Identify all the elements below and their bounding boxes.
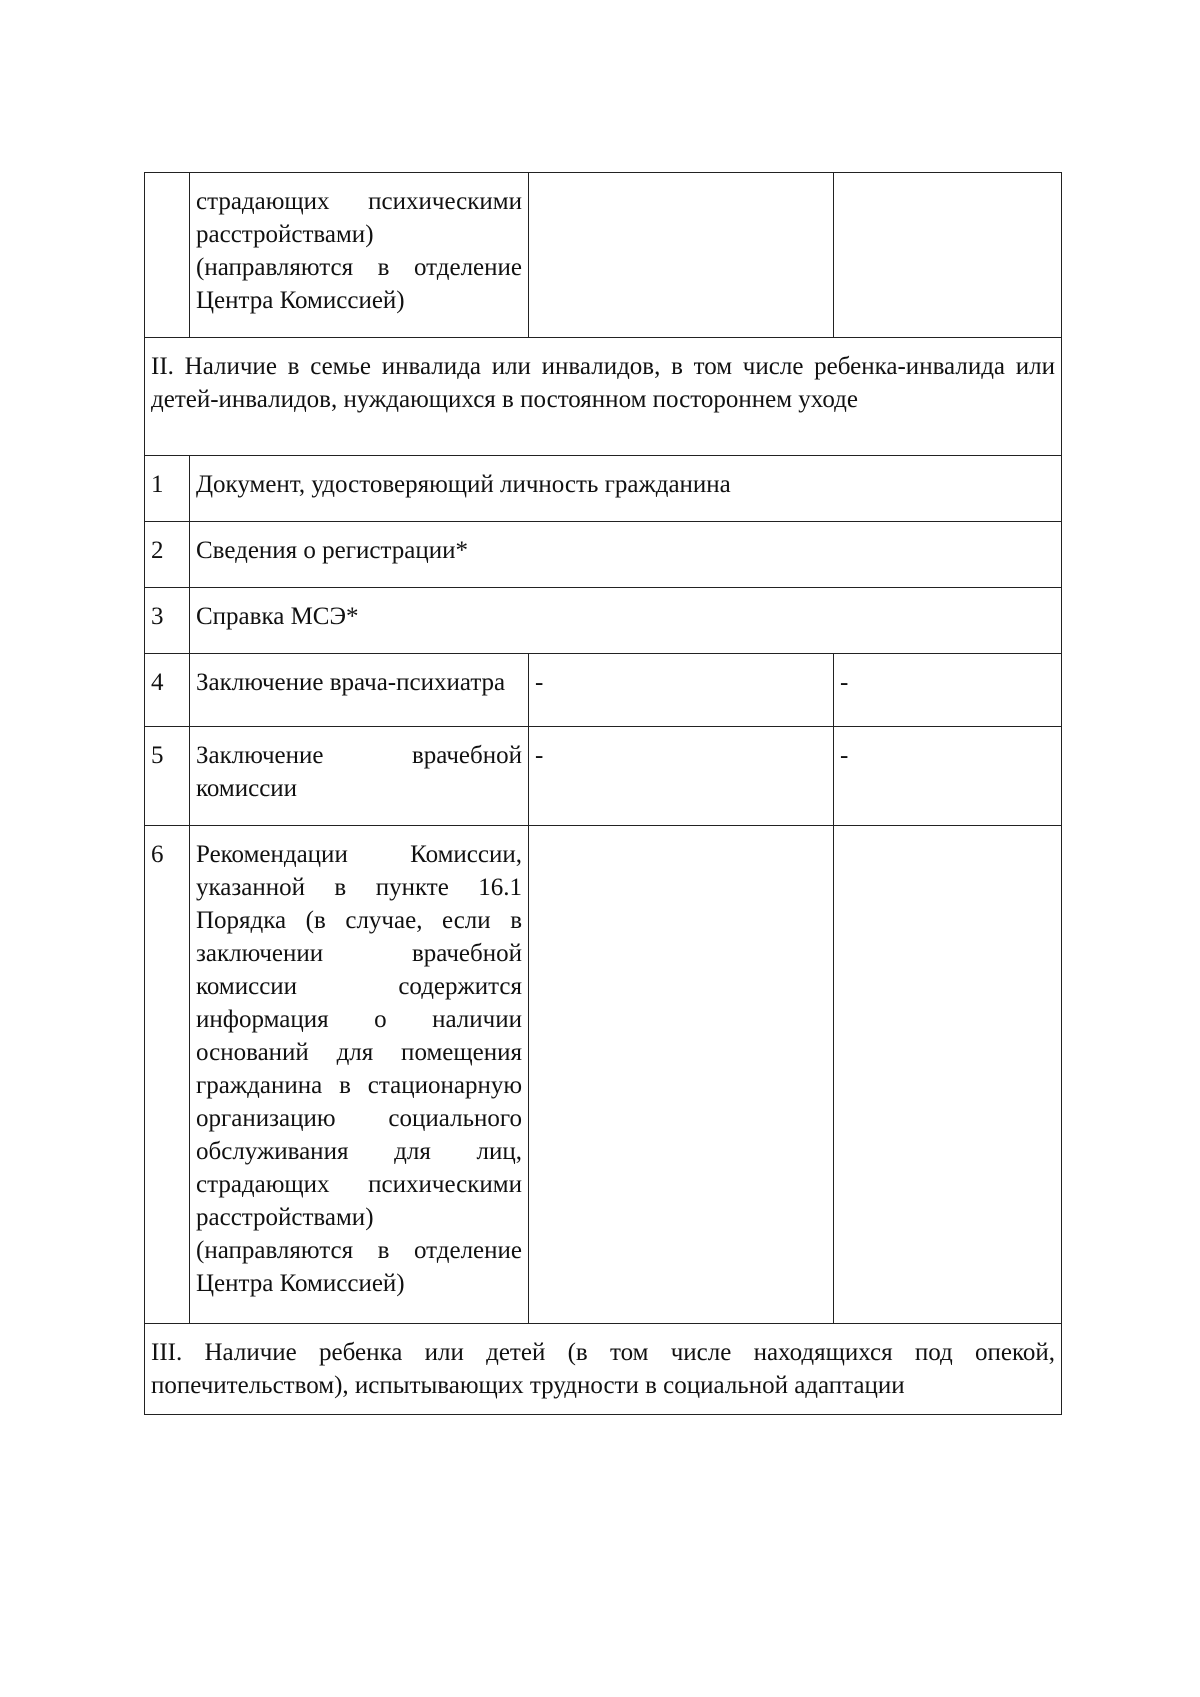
column-3-cell: - — [529, 654, 834, 727]
column-3-cell — [529, 173, 834, 338]
row-number-cell: 3 — [145, 588, 190, 654]
table-row — [145, 826, 1062, 1324]
row-number-cell: 4 — [145, 654, 190, 727]
section-3-heading: III. Наличие ребенка или детей (в том числе находящихся под опекой, попечительством), испытывающих трудности в социальной адаптации — [145, 1324, 1062, 1415]
table-row — [145, 456, 1062, 522]
document-name-cell: страдающих психическими расстройствами) (направляются в отделение Центра Комиссией) — [190, 173, 529, 338]
document-name-cell: Сведения о регистрации* — [190, 522, 1062, 588]
row-number-cell — [145, 173, 190, 338]
table-row — [145, 522, 1062, 588]
document-name-cell: Справка МСЭ* — [190, 588, 1062, 654]
table-row — [145, 588, 1062, 654]
column-4-cell — [834, 173, 1062, 338]
column-4-cell: - — [834, 654, 1062, 727]
row-number-cell: 1 — [145, 456, 190, 522]
column-3-cell — [529, 826, 834, 1324]
row-number-cell: 6 — [145, 826, 190, 1324]
document-name-cell: Рекомендации Комиссии, указанной в пункте 16.1 Порядка (в случае, если в заключении врачебной комиссии содержится информация о наличии оснований для помещения гражданина в стационарную организацию социального обслуживания для лиц, страдающих психическими расстройствами) (направляются в отделение Центра Комиссией) — [190, 826, 529, 1324]
document-name-cell: Заключение врачебной комиссии — [190, 727, 529, 826]
table-row — [145, 654, 1062, 727]
table-row-continuation — [145, 173, 1062, 338]
document-name-cell: Документ, удостоверяющий личность гражданина — [190, 456, 1062, 522]
documents-table — [144, 172, 1062, 1415]
column-3-cell: - — [529, 727, 834, 826]
table-row — [145, 727, 1062, 826]
column-4-cell — [834, 826, 1062, 1324]
row-number-cell: 5 — [145, 727, 190, 826]
section-2-heading: II. Наличие в семье инвалида или инвалидов, в том числе ребенка-инвалида или детей-инвалидов, нуждающихся в постоянном постороннем уходе — [145, 338, 1062, 456]
column-4-cell: - — [834, 727, 1062, 826]
section-heading-row — [145, 338, 1062, 456]
section-heading-row — [145, 1324, 1062, 1415]
row-number-cell: 2 — [145, 522, 190, 588]
document-name-cell: Заключение врача-психиатра — [190, 654, 529, 727]
